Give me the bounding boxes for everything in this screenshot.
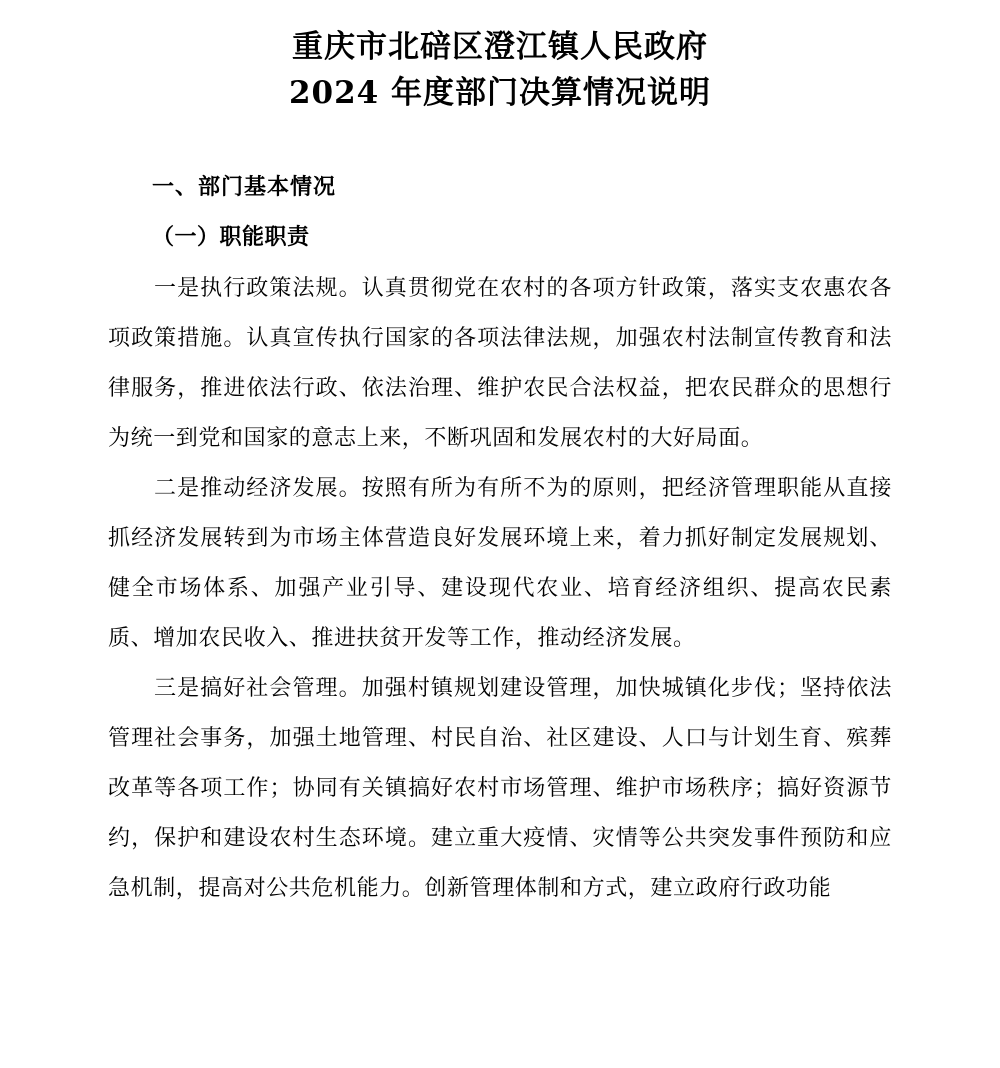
page-title-line-2: 2024 年度部门决算情况说明 (288, 75, 712, 111)
page-title-line-1: 重庆市北碚区澄江镇人民政府 (292, 29, 708, 65)
body-paragraph: 三是搞好社会管理。加强村镇规划建设管理，加快城镇化步伐；坚持依法管理社会事务，加强土地管理、村民自治、社区建设、人口与计划生育、殡葬改革等各项工作；协同有关镇搞好农村市场管理、维护市场秩序；搞好资源节约，保护和建设农村生态环境。建立重大疫情、灾情等公共突发事件预防和应急机制，提高对公共危机能力。创新管理体制和方式，建立政府行政功能 (108, 676, 892, 901)
body-paragraph: 一是执行政策法规。认真贯彻党在农村的各项方针政策，落实支农惠农各项政策措施。认真宣传执行国家的各项法律法规，加强农村法制宣传教育和法律服务，推进依法行政、依法治理、维护农民合法权益，把农民群众的思想行为统一到党和国家的意志上来，不断巩固和发展农村的大好局面。 (108, 276, 892, 451)
page-title (108, 18, 892, 116)
section-heading: 一、部门基本情况 (152, 174, 337, 200)
sub-heading: （一）职能职责 (152, 224, 310, 250)
body-paragraph: 二是推动经济发展。按照有所为有所不为的原则，把经济管理职能从直接抓经济发展转到为市场主体营造良好发展环境上来，着力抓好制定发展规划、健全市场体系、加强产业引导、建设现代农业、培育经济组织、提高农民素质、增加农民收入、推进扶贫开发等工作，推动经济发展。 (108, 476, 892, 651)
